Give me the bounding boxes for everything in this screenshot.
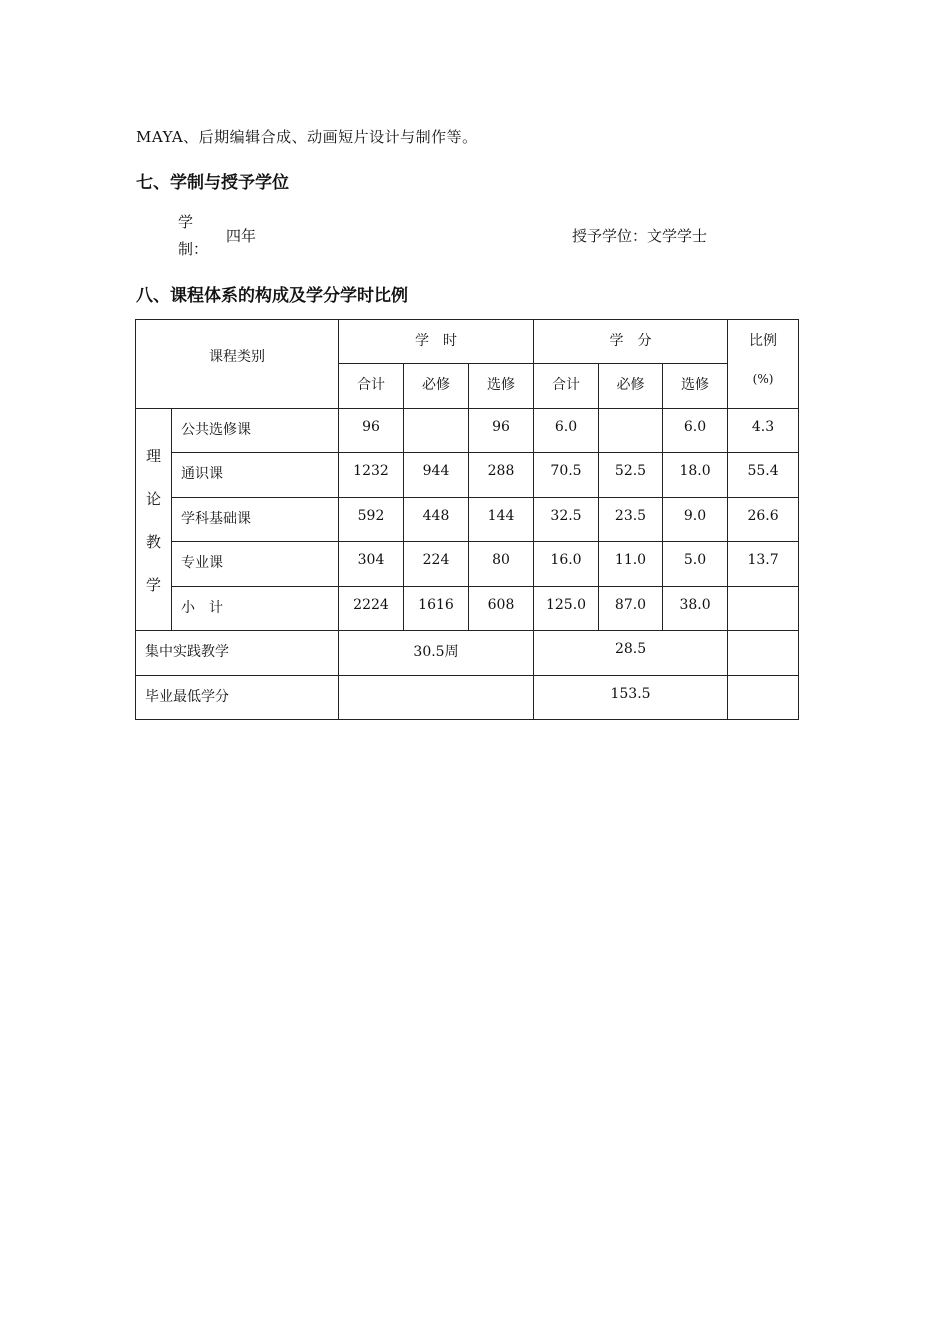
cell-credits-elective: 18.0 [663, 453, 728, 498]
header-hours-elective: 选修 [469, 364, 534, 409]
cell-hours-total: 304 [339, 542, 404, 587]
cell-hours-total: 592 [339, 498, 404, 542]
cell-credits-required: 23.5 [599, 498, 663, 542]
cell-credits-total: 70.5 [534, 453, 599, 498]
cell-credits-total: 6.0 [534, 409, 599, 453]
table-row [136, 453, 799, 498]
cell-credits-required: 52.5 [599, 453, 663, 498]
cell-hours-required: 944 [404, 453, 469, 498]
practice-hours: 30.5周 [339, 631, 534, 676]
table-row-subtotal [136, 587, 799, 631]
header-credits-elective: 选修 [663, 364, 728, 409]
cell-credits-elective: 38.0 [663, 587, 728, 631]
practice-ratio [728, 631, 799, 676]
system-label-1: 学 [178, 213, 194, 231]
header-hours: 学 时 [339, 320, 534, 364]
table-row [136, 498, 799, 542]
course-structure-table [135, 319, 799, 720]
graduation-ratio [728, 676, 799, 720]
header-credits-required: 必修 [599, 364, 663, 409]
graduation-label: 毕业最低学分 [136, 676, 339, 720]
cell-hours-required: 448 [404, 498, 469, 542]
row-name: 学科基础课 [172, 498, 339, 542]
cell-hours-elective: 80 [469, 542, 534, 587]
cell-ratio: 13.7 [728, 542, 799, 587]
cell-ratio: 55.4 [728, 453, 799, 498]
cell-hours-elective: 144 [469, 498, 534, 542]
group-label-theory: 理 论 教 学 [136, 409, 172, 631]
cell-credits-elective: 9.0 [663, 498, 728, 542]
degree-text: 授予学位：文学学士 [572, 227, 708, 245]
cell-hours-total: 2224 [339, 587, 404, 631]
table-row [136, 542, 799, 587]
table-row-graduation [136, 676, 799, 720]
cell-credits-elective: 5.0 [663, 542, 728, 587]
cell-credits-elective: 6.0 [663, 409, 728, 453]
cell-hours-total: 96 [339, 409, 404, 453]
cell-hours-required: 1616 [404, 587, 469, 631]
cell-credits-required: 87.0 [599, 587, 663, 631]
cell-credits-required: 11.0 [599, 542, 663, 587]
system-value: 四年 [226, 227, 257, 245]
header-hours-required: 必修 [404, 364, 469, 409]
header-ratio: 比例 (%) [728, 320, 799, 409]
cell-credits-total: 125.0 [534, 587, 599, 631]
system-label-2: 制： [178, 240, 209, 258]
header-credits-total: 合计 [534, 364, 599, 409]
section-8-heading: 八、课程体系的构成及学分学时比例 [136, 286, 408, 306]
graduation-credits: 153.5 [534, 676, 728, 720]
table-row-practice [136, 631, 799, 676]
cell-hours-elective: 288 [469, 453, 534, 498]
cell-hours-elective: 608 [469, 587, 534, 631]
row-name: 通识课 [172, 453, 339, 498]
cell-ratio: 26.6 [728, 498, 799, 542]
intro-line: MAYA、后期编辑合成、动画短片设计与制作等。 [136, 128, 478, 146]
cell-hours-total: 1232 [339, 453, 404, 498]
row-name: 专业课 [172, 542, 339, 587]
practice-label: 集中实践教学 [136, 631, 339, 676]
row-name: 小 计 [172, 587, 339, 631]
cell-ratio: 4.3 [728, 409, 799, 453]
cell-hours-required: 224 [404, 542, 469, 587]
cell-credits-total: 32.5 [534, 498, 599, 542]
header-hours-total: 合计 [339, 364, 404, 409]
header-credits: 学 分 [534, 320, 728, 364]
graduation-hours [339, 676, 534, 720]
table-row [136, 409, 799, 453]
section-7-heading: 七、学制与授予学位 [136, 173, 289, 193]
cell-hours-elective: 96 [469, 409, 534, 453]
cell-ratio [728, 587, 799, 631]
practice-credits: 28.5 [534, 631, 728, 676]
row-name: 公共选修课 [172, 409, 339, 453]
cell-hours-required [404, 409, 469, 453]
cell-credits-required [599, 409, 663, 453]
cell-credits-total: 16.0 [534, 542, 599, 587]
header-category: 课程类别 [136, 320, 339, 409]
